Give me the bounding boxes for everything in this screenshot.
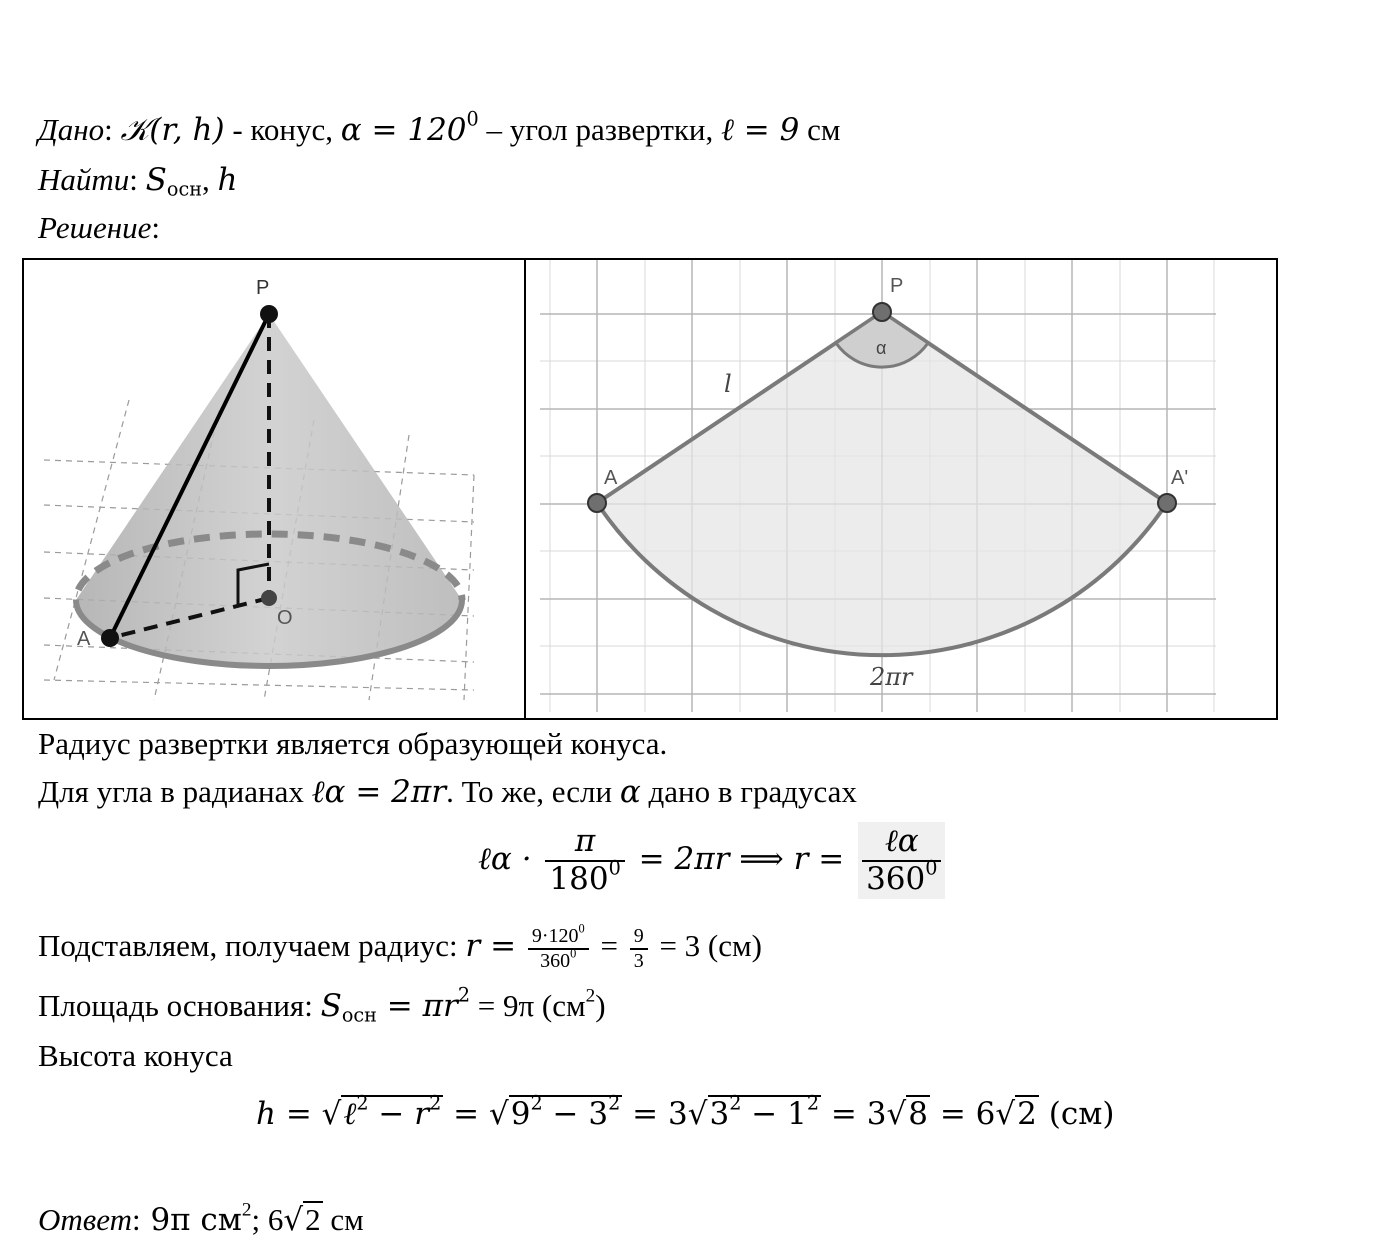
sector-figure [526, 260, 1278, 718]
cone-symbol: 𝒦(r, h) [120, 112, 225, 148]
text-height-label: Высота конуса [38, 1038, 233, 1073]
label-p-right: P [890, 275, 904, 297]
text-radians: Для угла в радианах ℓα = 2πr. То же, если α дано в градусах [38, 774, 857, 810]
label-arc: 2πr [870, 663, 913, 691]
point-a2-right [1158, 494, 1176, 512]
frac-la-360: $\frac{\text{ℓα}}{360^0}$ [858, 822, 945, 899]
label-a-left: A [77, 628, 91, 650]
label-o-left: O [277, 607, 293, 629]
point-p [260, 305, 278, 323]
l-expr: ℓ = 9 [721, 112, 800, 148]
label-a-right: A [604, 467, 618, 489]
frac-9-3: $\frac{9}{3}$ [630, 925, 648, 973]
frac-pi-180: $\frac{\pi}{180^0}$ [545, 824, 624, 897]
point-a-right [588, 494, 606, 512]
label-alpha: α [876, 338, 887, 358]
find-h: h [217, 162, 238, 198]
given-line: Дано: 𝒦(r, h) - конус, $\alpha = 120^0$ – угол развертки, ℓ = 9 см [38, 107, 841, 148]
point-o [261, 590, 277, 606]
label-p-left: P [256, 277, 270, 299]
given-label: Дано [38, 112, 105, 147]
cone-figure [24, 260, 522, 718]
text-substitute: Подставляем, получаем радиус: r = $\frac{9\cdot 120^0}{360^0}$ = $\frac{9}{3}$ = 3 (см) [38, 921, 762, 972]
answer-line: Ответ: 9π $см^2$; 6√2 см [38, 1199, 364, 1238]
find-line: Найти: $S_{осн}$, h [38, 162, 238, 201]
text-area: Площадь основания: $S_{осн} = \pi r^2 = 9\pi$ $(см^2)$ [38, 983, 606, 1027]
point-p-right [873, 303, 891, 321]
find-label: Найти [38, 162, 130, 197]
frac-substitute: $\frac{9\cdot 120^0}{360^0}$ [528, 925, 589, 973]
point-a [101, 629, 119, 647]
figure-frame [22, 258, 1278, 720]
alpha-expr: $\alpha = 120^0$ [340, 107, 479, 148]
equation-degrees: ℓα · $\frac{\pi}{180^0}$ = 2πr ⟹ r = $\frac{\text{ℓα}}{360^0}$ [478, 822, 949, 899]
answer-label: Ответ [38, 1202, 132, 1237]
find-s: $S_{осн}$ [145, 162, 203, 201]
label-l: l [724, 370, 732, 398]
text-radius: Радиус развертки является образующей конуса. [38, 726, 668, 761]
label-a2-right: A' [1171, 467, 1189, 489]
equation-height: h = √ℓ$^2$ − $r^2 = √9^2 - 3^2 = 3√3^2 - 1^2 = 3√8 = 6√2$ (см) [256, 1091, 1115, 1132]
solution-label: Решение [38, 210, 152, 245]
solution-line: Решение: [38, 210, 160, 245]
